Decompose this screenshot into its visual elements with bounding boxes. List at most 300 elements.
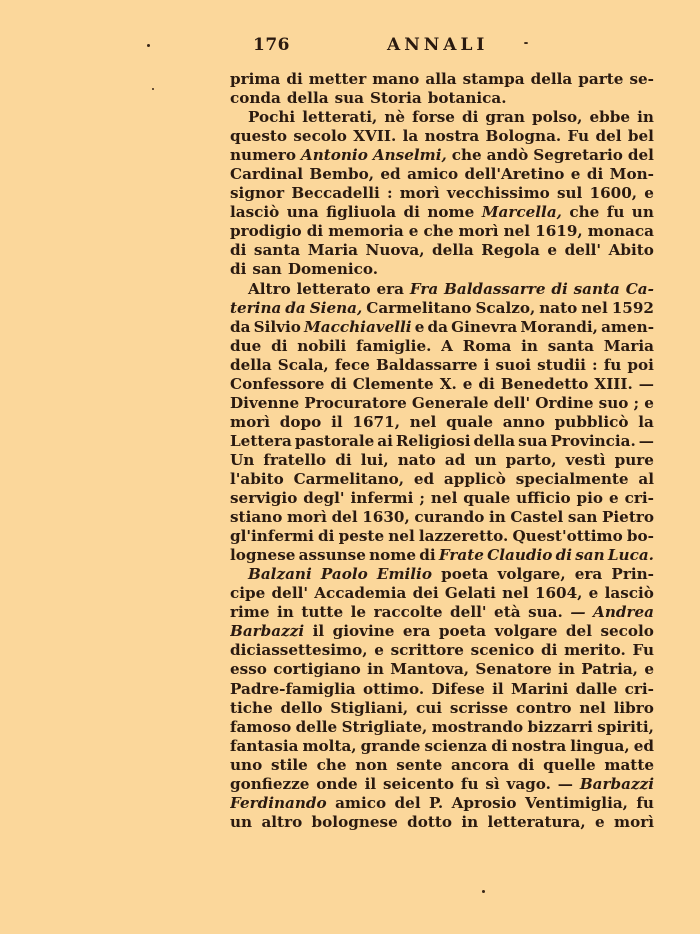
word: Provincia. <box>550 431 636 450</box>
word: dell' <box>271 584 309 603</box>
word: di <box>306 222 324 241</box>
word: letterato <box>296 279 371 298</box>
word: prodigio <box>230 222 302 241</box>
word: XIII. <box>594 374 633 393</box>
page-number: 176 <box>253 35 290 55</box>
word: sua <box>518 431 548 450</box>
text-line <box>230 375 654 394</box>
word: merito. <box>564 641 626 660</box>
word: dotto <box>407 812 452 831</box>
word: la <box>638 412 654 431</box>
word: in <box>637 108 654 127</box>
word: lui, <box>360 450 389 469</box>
word: Prin- <box>611 565 654 584</box>
word: nel <box>409 412 437 431</box>
word: pio <box>576 489 604 508</box>
word: 1630, <box>362 508 410 527</box>
word: un <box>631 203 654 222</box>
text-line <box>230 699 654 718</box>
word: da <box>285 298 306 317</box>
word: delle <box>295 717 338 736</box>
word: stile <box>271 755 308 774</box>
word: Clemente <box>352 374 434 393</box>
text-line <box>230 775 654 794</box>
word: suo <box>598 393 629 412</box>
word: di <box>586 165 604 184</box>
word: che <box>423 222 454 241</box>
word: Castel <box>510 508 564 527</box>
word: Confessore <box>230 374 325 393</box>
body-text <box>230 70 654 832</box>
word: di <box>555 546 572 565</box>
word: e <box>547 241 558 260</box>
word: bizzarri <box>527 717 593 736</box>
word: P. <box>428 793 444 812</box>
word: morì <box>399 184 440 203</box>
word: pure <box>614 450 654 469</box>
text-line <box>230 432 654 451</box>
word: ad <box>444 450 466 469</box>
word: sì <box>485 774 500 793</box>
word: molta, <box>302 736 357 755</box>
word: Accademia <box>314 584 407 603</box>
word: se- <box>629 70 654 88</box>
word: parto, <box>505 450 557 469</box>
word: contro <box>515 698 572 717</box>
word: Altro <box>248 279 291 298</box>
word: lasciò <box>604 584 654 603</box>
word: nel <box>388 527 415 546</box>
word: età <box>494 603 521 622</box>
word: Religiosi <box>395 431 471 450</box>
ink-speck <box>524 42 528 44</box>
word: dello <box>280 698 323 717</box>
word: santa <box>253 241 301 260</box>
word: alla <box>425 70 457 88</box>
word: fu <box>606 203 625 222</box>
word: Andrea <box>593 603 654 622</box>
word: metter <box>308 70 367 88</box>
word: Barbazzi <box>230 622 305 641</box>
word: cri- <box>624 489 654 508</box>
word: sua. <box>528 603 563 622</box>
word: Cardinal <box>230 165 303 184</box>
word: dell'Aretino <box>464 165 565 184</box>
text-line <box>230 222 654 241</box>
word: Scalzo, <box>475 298 536 317</box>
word: Carmelitano, <box>293 469 405 488</box>
word: amico <box>407 165 459 184</box>
word: parte <box>578 70 624 88</box>
text-line <box>230 127 654 146</box>
word: : <box>386 184 393 203</box>
word: ed <box>633 736 654 755</box>
word: Marcella, <box>481 203 562 222</box>
text-line <box>230 451 654 470</box>
word: fece <box>334 355 370 374</box>
word: fu <box>603 355 622 374</box>
word: applicò <box>443 469 506 488</box>
text-line <box>230 260 654 279</box>
word: da <box>230 317 251 336</box>
word: poi <box>627 355 654 374</box>
word: di <box>491 736 508 755</box>
word: Regola <box>481 241 540 260</box>
word: due <box>230 336 262 355</box>
ink-speck <box>482 890 485 893</box>
word: Un <box>230 450 255 469</box>
word: degl' <box>303 489 345 508</box>
word: volgare <box>494 622 558 641</box>
word: un <box>474 450 497 469</box>
text-line <box>230 527 654 546</box>
word: di <box>330 374 347 393</box>
word: Baldassarre <box>376 355 478 374</box>
word: servigio <box>230 489 298 508</box>
word: della <box>432 241 474 260</box>
word: questo <box>230 127 288 146</box>
word: lingua, <box>570 736 630 755</box>
word: dell' <box>493 393 531 412</box>
text-line <box>230 718 654 737</box>
word: Beccadelli <box>291 184 380 203</box>
word: quelle <box>543 755 596 774</box>
text-line <box>230 737 654 756</box>
word: onde <box>316 774 358 793</box>
word: monaca <box>587 222 654 241</box>
word: nobili <box>297 336 347 355</box>
word: e <box>374 641 384 660</box>
text-line <box>230 299 654 318</box>
text-line <box>230 108 654 127</box>
word: libro <box>613 698 654 717</box>
word: e <box>588 584 599 603</box>
word: 1619, <box>535 222 583 241</box>
word: nome <box>427 203 475 222</box>
word: Macchiavelli <box>303 317 412 336</box>
word: e <box>570 165 581 184</box>
word: pubblicò <box>554 412 629 431</box>
word: morì <box>458 222 499 241</box>
word: secolo <box>293 127 347 146</box>
word: sul <box>556 184 583 203</box>
word: lazzeretto. <box>418 527 509 546</box>
word: Paolo <box>320 565 368 584</box>
word: il <box>364 774 377 793</box>
word: XVII. <box>353 127 397 146</box>
word: in <box>488 508 506 527</box>
word: Mantova, <box>390 660 470 679</box>
word: amen- <box>601 317 654 336</box>
word: ed <box>380 165 401 184</box>
word: Bologna. <box>485 127 562 146</box>
word: gonfiezze <box>230 774 310 793</box>
word: 1604, <box>534 584 583 603</box>
text-line <box>230 337 654 356</box>
word: Ordine <box>535 393 594 412</box>
word: Fra <box>409 279 439 298</box>
word: amico <box>335 793 387 812</box>
word: cortigiano <box>273 660 361 679</box>
word: Abito <box>608 241 654 260</box>
word: Scala, <box>277 355 329 374</box>
word: e <box>609 489 619 508</box>
word: memoria <box>328 222 404 241</box>
word: letterati, <box>302 108 378 127</box>
text-line <box>230 356 654 375</box>
word: in <box>277 603 294 622</box>
word: gran <box>485 108 525 127</box>
word: signor <box>230 184 285 203</box>
word: Stigliani, <box>330 698 409 717</box>
word: della <box>473 431 516 450</box>
text-line <box>230 413 654 432</box>
word: di <box>286 70 303 88</box>
word: — <box>638 374 654 393</box>
word: del <box>627 146 654 165</box>
word: di <box>478 374 495 393</box>
word: Senatore <box>475 660 552 679</box>
word: era <box>574 565 603 584</box>
word: Segretario <box>533 146 623 165</box>
word: un <box>230 812 253 831</box>
text-line <box>230 470 654 489</box>
text-line <box>230 165 654 184</box>
word: 1600, <box>589 184 638 203</box>
word: uno <box>230 755 263 774</box>
word: Ginevra <box>451 317 518 336</box>
word: infermi <box>350 489 414 508</box>
word: Divenne <box>230 393 300 412</box>
word: Fu <box>567 127 590 146</box>
word: nel <box>503 222 531 241</box>
word: Marini <box>511 679 569 698</box>
word: fu <box>460 774 479 793</box>
word: Procuratore <box>304 393 407 412</box>
word: Pochi <box>248 108 296 127</box>
word: al <box>638 469 654 488</box>
word: tutte <box>301 603 344 622</box>
word: cui <box>415 698 443 717</box>
word: una <box>286 203 319 222</box>
word: di <box>230 241 247 260</box>
word: diciassettesimo, <box>230 641 368 660</box>
word: e <box>408 222 419 241</box>
word: volgare, <box>497 565 566 584</box>
text-line <box>230 280 654 299</box>
word: di <box>271 336 288 355</box>
word: fratello <box>263 450 327 469</box>
word: scenico <box>470 641 535 660</box>
word: rime <box>230 603 270 622</box>
word: bo- <box>626 527 654 546</box>
word: andò <box>486 146 529 165</box>
word: Gelati <box>444 584 496 603</box>
word: tiche <box>230 698 273 717</box>
word: quale <box>446 412 493 431</box>
word: di <box>541 641 558 660</box>
word: — <box>570 603 586 622</box>
word: raccolte <box>373 603 443 622</box>
word: morì <box>230 412 270 431</box>
word: Antonio <box>300 146 368 165</box>
word: ; <box>633 393 640 412</box>
word: di <box>318 527 335 546</box>
word: ufficio <box>516 489 571 508</box>
word: sua <box>334 89 364 108</box>
word: e <box>414 317 425 336</box>
word: la <box>402 127 419 146</box>
word: altro <box>261 812 303 831</box>
text-line <box>230 70 654 89</box>
word: esso <box>230 660 267 679</box>
word: Claudio <box>487 546 553 565</box>
word: morì <box>614 812 654 831</box>
word: stampa <box>462 70 525 88</box>
word: conda <box>230 89 281 108</box>
word: dell' <box>450 603 487 622</box>
text-line <box>230 565 654 584</box>
word: della <box>230 355 272 374</box>
word: nostra <box>511 736 567 755</box>
text-line <box>230 813 654 832</box>
word: dopo <box>279 412 322 431</box>
word: Strigliate, <box>341 717 428 736</box>
word: numero <box>230 146 296 165</box>
word: Roma <box>462 336 512 355</box>
word: Mon- <box>609 165 654 184</box>
word: dalle <box>575 679 618 698</box>
word: Fu <box>632 641 654 660</box>
word: era <box>376 279 404 298</box>
text-line <box>230 660 654 679</box>
word: Carmelitano <box>366 298 472 317</box>
word: Ventimiglia, <box>524 793 628 812</box>
word: famiglie. <box>356 336 432 355</box>
word: nato <box>539 298 578 317</box>
word: di <box>461 108 479 127</box>
word: — <box>638 431 654 450</box>
word: Pietro <box>601 508 654 527</box>
word: scrittore <box>390 641 464 660</box>
word: del <box>394 793 421 812</box>
text-line <box>230 508 654 527</box>
word: il <box>331 412 343 431</box>
word: secolo <box>600 622 654 641</box>
word: cri- <box>624 679 654 698</box>
word: Emilio <box>376 565 432 584</box>
word: — <box>557 774 573 793</box>
word: dell' <box>564 241 602 260</box>
word: ottimo. <box>362 679 425 698</box>
word: lasciò <box>230 203 280 222</box>
word: bolognese <box>311 812 398 831</box>
word: Ca- <box>625 279 654 298</box>
word: e <box>644 393 654 412</box>
word: polso, <box>531 108 583 127</box>
word: di <box>551 279 568 298</box>
text-line <box>230 641 654 660</box>
word: prima <box>230 70 281 88</box>
word: Quest'ottimo <box>512 527 623 546</box>
word: morì <box>286 508 327 527</box>
word: non <box>355 755 388 774</box>
word: Nuova, <box>365 241 425 260</box>
word: il <box>492 679 504 698</box>
word: e <box>644 660 654 679</box>
word: Bembo, <box>309 165 374 184</box>
word: curando <box>414 508 485 527</box>
word: A <box>441 336 453 355</box>
word: da <box>427 317 449 336</box>
word: letteratura, <box>487 812 586 831</box>
text-line <box>230 584 654 603</box>
word: 1671, <box>352 412 400 431</box>
word: del <box>565 622 592 641</box>
word: fantasia <box>230 736 299 755</box>
word: Patria, <box>581 660 638 679</box>
word: Aprosio <box>451 793 517 812</box>
word: di <box>419 546 436 565</box>
word: sente <box>396 755 443 774</box>
text-line <box>230 241 654 260</box>
word: Anselmi, <box>372 146 447 165</box>
word: di <box>403 203 420 222</box>
word: pastorale <box>294 431 375 450</box>
text-line <box>230 146 654 165</box>
word: ai <box>377 431 393 450</box>
word: Balzani <box>248 565 312 584</box>
word: ; <box>419 489 425 508</box>
word: san <box>575 546 605 565</box>
word: i <box>483 355 490 374</box>
word: in <box>367 660 384 679</box>
word: san <box>252 260 282 279</box>
word: nato <box>397 450 436 469</box>
word: Baldassarre <box>444 279 546 298</box>
word: Siena, <box>309 298 363 317</box>
word: che <box>316 755 347 774</box>
word: 1592 <box>611 298 654 317</box>
word: Lettera <box>230 431 292 450</box>
word: terina <box>230 298 282 317</box>
ink-speck <box>152 88 154 90</box>
word: vago. <box>506 774 551 793</box>
word: quale <box>463 489 511 508</box>
word: Maria <box>603 336 654 355</box>
word: nel <box>579 698 606 717</box>
ink-speck <box>147 44 150 47</box>
word: della <box>286 89 329 108</box>
word: Domenico. <box>287 260 379 279</box>
word: Frate <box>438 546 484 565</box>
word: Maria <box>307 241 358 260</box>
word: dei <box>412 584 439 603</box>
word: ebbe <box>589 108 631 127</box>
word: vecchissimo <box>446 184 550 203</box>
text-line <box>230 184 654 203</box>
word: anno <box>502 412 545 431</box>
text-line <box>230 203 654 222</box>
word: forse <box>412 108 455 127</box>
word: l'abito <box>230 469 284 488</box>
word: in <box>461 812 479 831</box>
text-line <box>230 794 654 813</box>
word: e <box>595 812 605 831</box>
word: nostra <box>424 127 480 146</box>
text-line <box>230 394 654 413</box>
word: Padre-famiglia <box>230 679 356 698</box>
